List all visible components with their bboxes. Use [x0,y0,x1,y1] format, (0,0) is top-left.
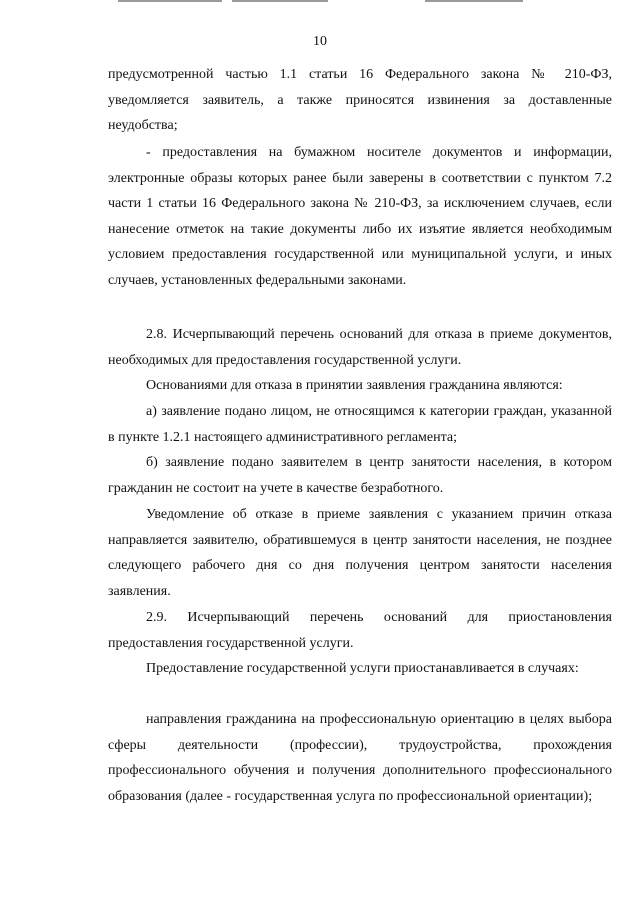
scan-artifact-line [232,0,328,2]
paragraph: Предоставление государственной услуги приостанавливается в случаях: [146,661,579,676]
paragraph: направления гражданина на профессиональную ориентацию в целях выбора сферы деятельности (профессии), трудоустройства, прохождения профессионального обучения и получения дополнительного профессионального образования (далее - государственная услуга по профессиональной ориентации); [108,712,612,804]
page-number: 10 [313,34,327,49]
paragraph: - предоставления на бумажном носителе документов и информации, электронные образы которых ранее были заверены в соответствии с пунктом 7.2 части 1 статьи 16 Федерального закона № 210-ФЗ, за исключением случаев, если нанесение отметок на такие документы либо их изъятие является необходимым условием предоставления государственной или муниципальной услуги, и иных случаев, установленных федеральными законами. [108,145,612,288]
paragraph: Основаниями для отказа в принятии заявления гражданина являются: [146,378,563,393]
paragraph: предусмотренной частью 1.1 статьи 16 Федерального закона № 210-ФЗ, уведомляется заявитель, а также приносятся извинения за доставленные неудобства; [108,67,612,133]
paragraph: Уведомление об отказе в приеме заявления с указанием причин отказа направляется заявителю, обратившемуся в центр занятости населения, не позднее следующего рабочего дня со дня получения центром занятости населения заявления. [108,507,612,599]
scan-artifact-line [118,0,222,2]
list-item: б) заявление подано заявителем в центр занятости населения, в котором гражданин не состоит на учете в качестве безработного. [108,455,612,496]
section-heading-2-8: 2.8. Исчерпывающий перечень оснований для отказа в приеме документов, необходимых для предоставления государственной услуги. [108,327,612,368]
list-item: а) заявление подано лицом, не относящимся к категории граждан, указанной в пункте 1.2.1 настоящего административного регламента; [108,404,612,445]
section-heading-2-9: 2.9. Исчерпывающий перечень оснований для приостановления предоставления государственной услуги. [108,610,612,651]
scan-artifact-line [425,0,523,2]
